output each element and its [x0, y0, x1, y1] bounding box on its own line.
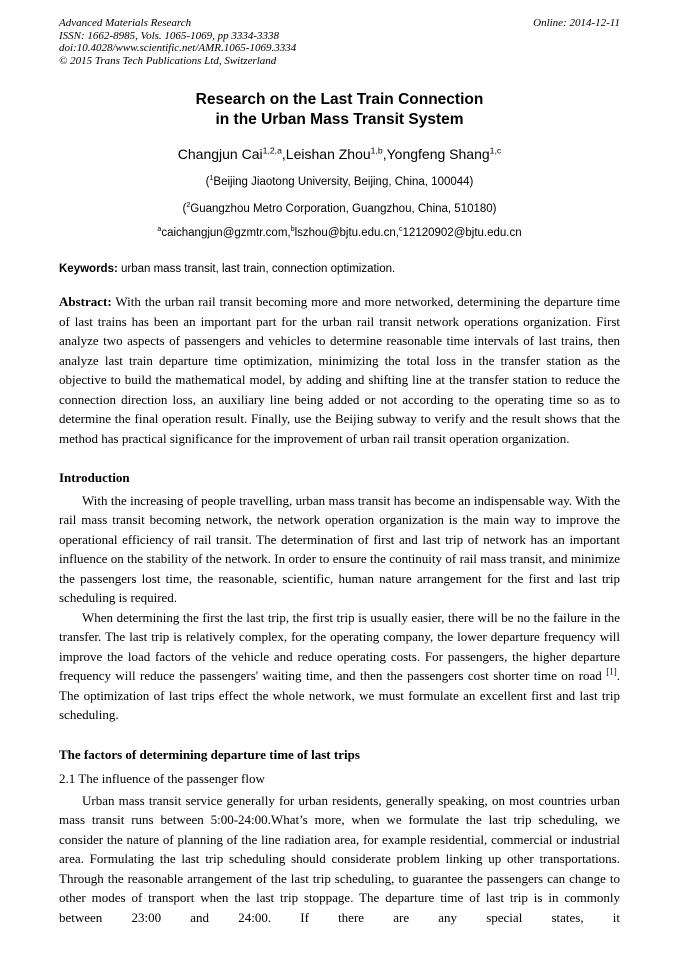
paper-title: [59, 90, 620, 130]
paper-title-line1: Research on the Last Train Connection: [195, 91, 484, 108]
author-name-1: Changjun Cai: [177, 146, 263, 162]
email-2: lszhou@bjtu.edu.cn,: [294, 227, 399, 239]
affiliation-2-text: Guangzhou Metro Corporation, Guangzhou, China, 510180): [190, 203, 497, 215]
introduction-paragraph-2: [59, 608, 620, 725]
section-heading-factors: The factors of determining departure time of last trips: [59, 746, 360, 762]
email-3: 12120902@bjtu.edu.cn: [402, 227, 522, 239]
author-emails-line: [59, 227, 620, 240]
abstract-paragraph: [59, 292, 620, 448]
online-date: Online: 2014-12-11: [533, 17, 620, 29]
author-name-2: ,Leishan Zhou: [281, 146, 371, 162]
affiliation-2-open-paren: (: [182, 203, 187, 215]
affiliation-2: [59, 203, 620, 216]
keywords-label: Keywords:: [59, 263, 118, 275]
publication-header: [59, 17, 620, 67]
affiliation-1-text: Beijing Jiaotong University, Beijing, China, 100044): [213, 176, 474, 188]
author-1-affiliation-sup: 1,2,a: [262, 145, 282, 156]
section2-paragraph-1: Urban mass transit service generally for urban residents, generally speaking, on most countries urban mass transit runs between 5:00-24:00.What’s more, when we formulate the last trip scheduling, we consider the nature of planning of the line radiation area, for example residential, commercial or industrial area. Formulating the last trip scheduling should considerate problem linking up other transportations. Through the reasonable arrangement of the last trip scheduling, to guarantee the passengers can change to other modes of transport when the last trip stoppage. The departure time of last trip is in commonly between 23:00 and 24:00. If there are any special states, it: [59, 792, 620, 925]
copyright-line: © 2015 Trans Tech Publications Ltd, Switzerland: [59, 54, 277, 67]
issn-vols-pages: ISSN: 1662-8985, Vols. 1065-1069, pp 3334-3338: [59, 29, 279, 42]
authors-line: [59, 146, 620, 162]
keywords-text: urban mass transit, last train, connection optimization.: [117, 263, 396, 275]
email-3-sup: c: [398, 225, 403, 234]
paper-title-line2: in the Urban Mass Transit System: [215, 111, 464, 128]
subsection-heading-2-1: 2.1 The influence of the passenger flow: [59, 771, 265, 786]
doi-line: doi:10.4028/www.scientific.net/AMR.1065-1069.3334: [59, 42, 297, 54]
email-1: caichangjun@gzmtr.com,: [161, 227, 291, 239]
citation-reference-1: [1]: [606, 666, 617, 677]
journal-name: Advanced Materials Research: [59, 17, 192, 29]
publication-info: [59, 17, 296, 67]
introduction-paragraph-1: With the increasing of people travelling, urban mass transit has become an indispensable way. With the rail mass transit becoming network, the network operation organization is the main way to improve the operational efficiency of rail transit. The determination of first and last trip of network has an important influence on the stability of the network. In order to ensure the continuity of rail mass transit, and minimize the passengers lost time, the reasonable, scientific, human nature arrangement for the first and last trip scheduling is required.: [59, 492, 620, 605]
email-1-sup: a: [157, 225, 162, 234]
keywords-line: [59, 262, 620, 276]
affiliation-1: [59, 176, 620, 189]
author-name-3: ,Yongfeng Shang: [382, 146, 490, 162]
abstract-text: With the urban rail transit becoming more and more networked, determining the departure time of last trains has been an important part for the urban rail transit network operations organization. First analyze two aspects of passengers and vehicles to determine reasonable time intervals of last trains, then analyze last train departure time optimization, minimizing the total loss in the transfer station as the objective to build the mathematical model, by adding and shifting line at the transfer station to reduce the connection direction loss, an auxiliary line being added or not according to the operating time so as to determine the final operation result. Finally, use the Beijing subway to verify and the result shows that the method has practical significance for the improvement of urban rail transit operation organization.: [59, 294, 620, 446]
abstract-label: Abstract:: [59, 294, 112, 309]
affiliation-2-sup: 2: [186, 201, 191, 210]
introduction-p2-text-before-ref: When determining the first the last trip, the first trip is usually easier, there will be no the failure in the transfer. The last trip is relatively complex, for the operating company, the lower departure frequency will improve the load factors of the vehicle and reduce operating costs. For passengers, the higher departure frequency will reduce the passengers' waiting time, and then the passengers cost shorter time on road: [59, 609, 620, 683]
section-heading-introduction: Introduction: [59, 470, 130, 485]
email-2-sup: b: [290, 225, 295, 234]
introduction-p2-text-after-ref: . The optimization of last trips effect the whole network, we must formulate an excellent first and last trip scheduling.: [59, 668, 620, 722]
author-2-affiliation-sup: 1,b: [370, 145, 383, 156]
affiliation-1-sup: 1: [209, 174, 214, 183]
author-3-affiliation-sup: 1,c: [489, 145, 502, 156]
affiliation-1-open-paren: (: [205, 176, 210, 188]
